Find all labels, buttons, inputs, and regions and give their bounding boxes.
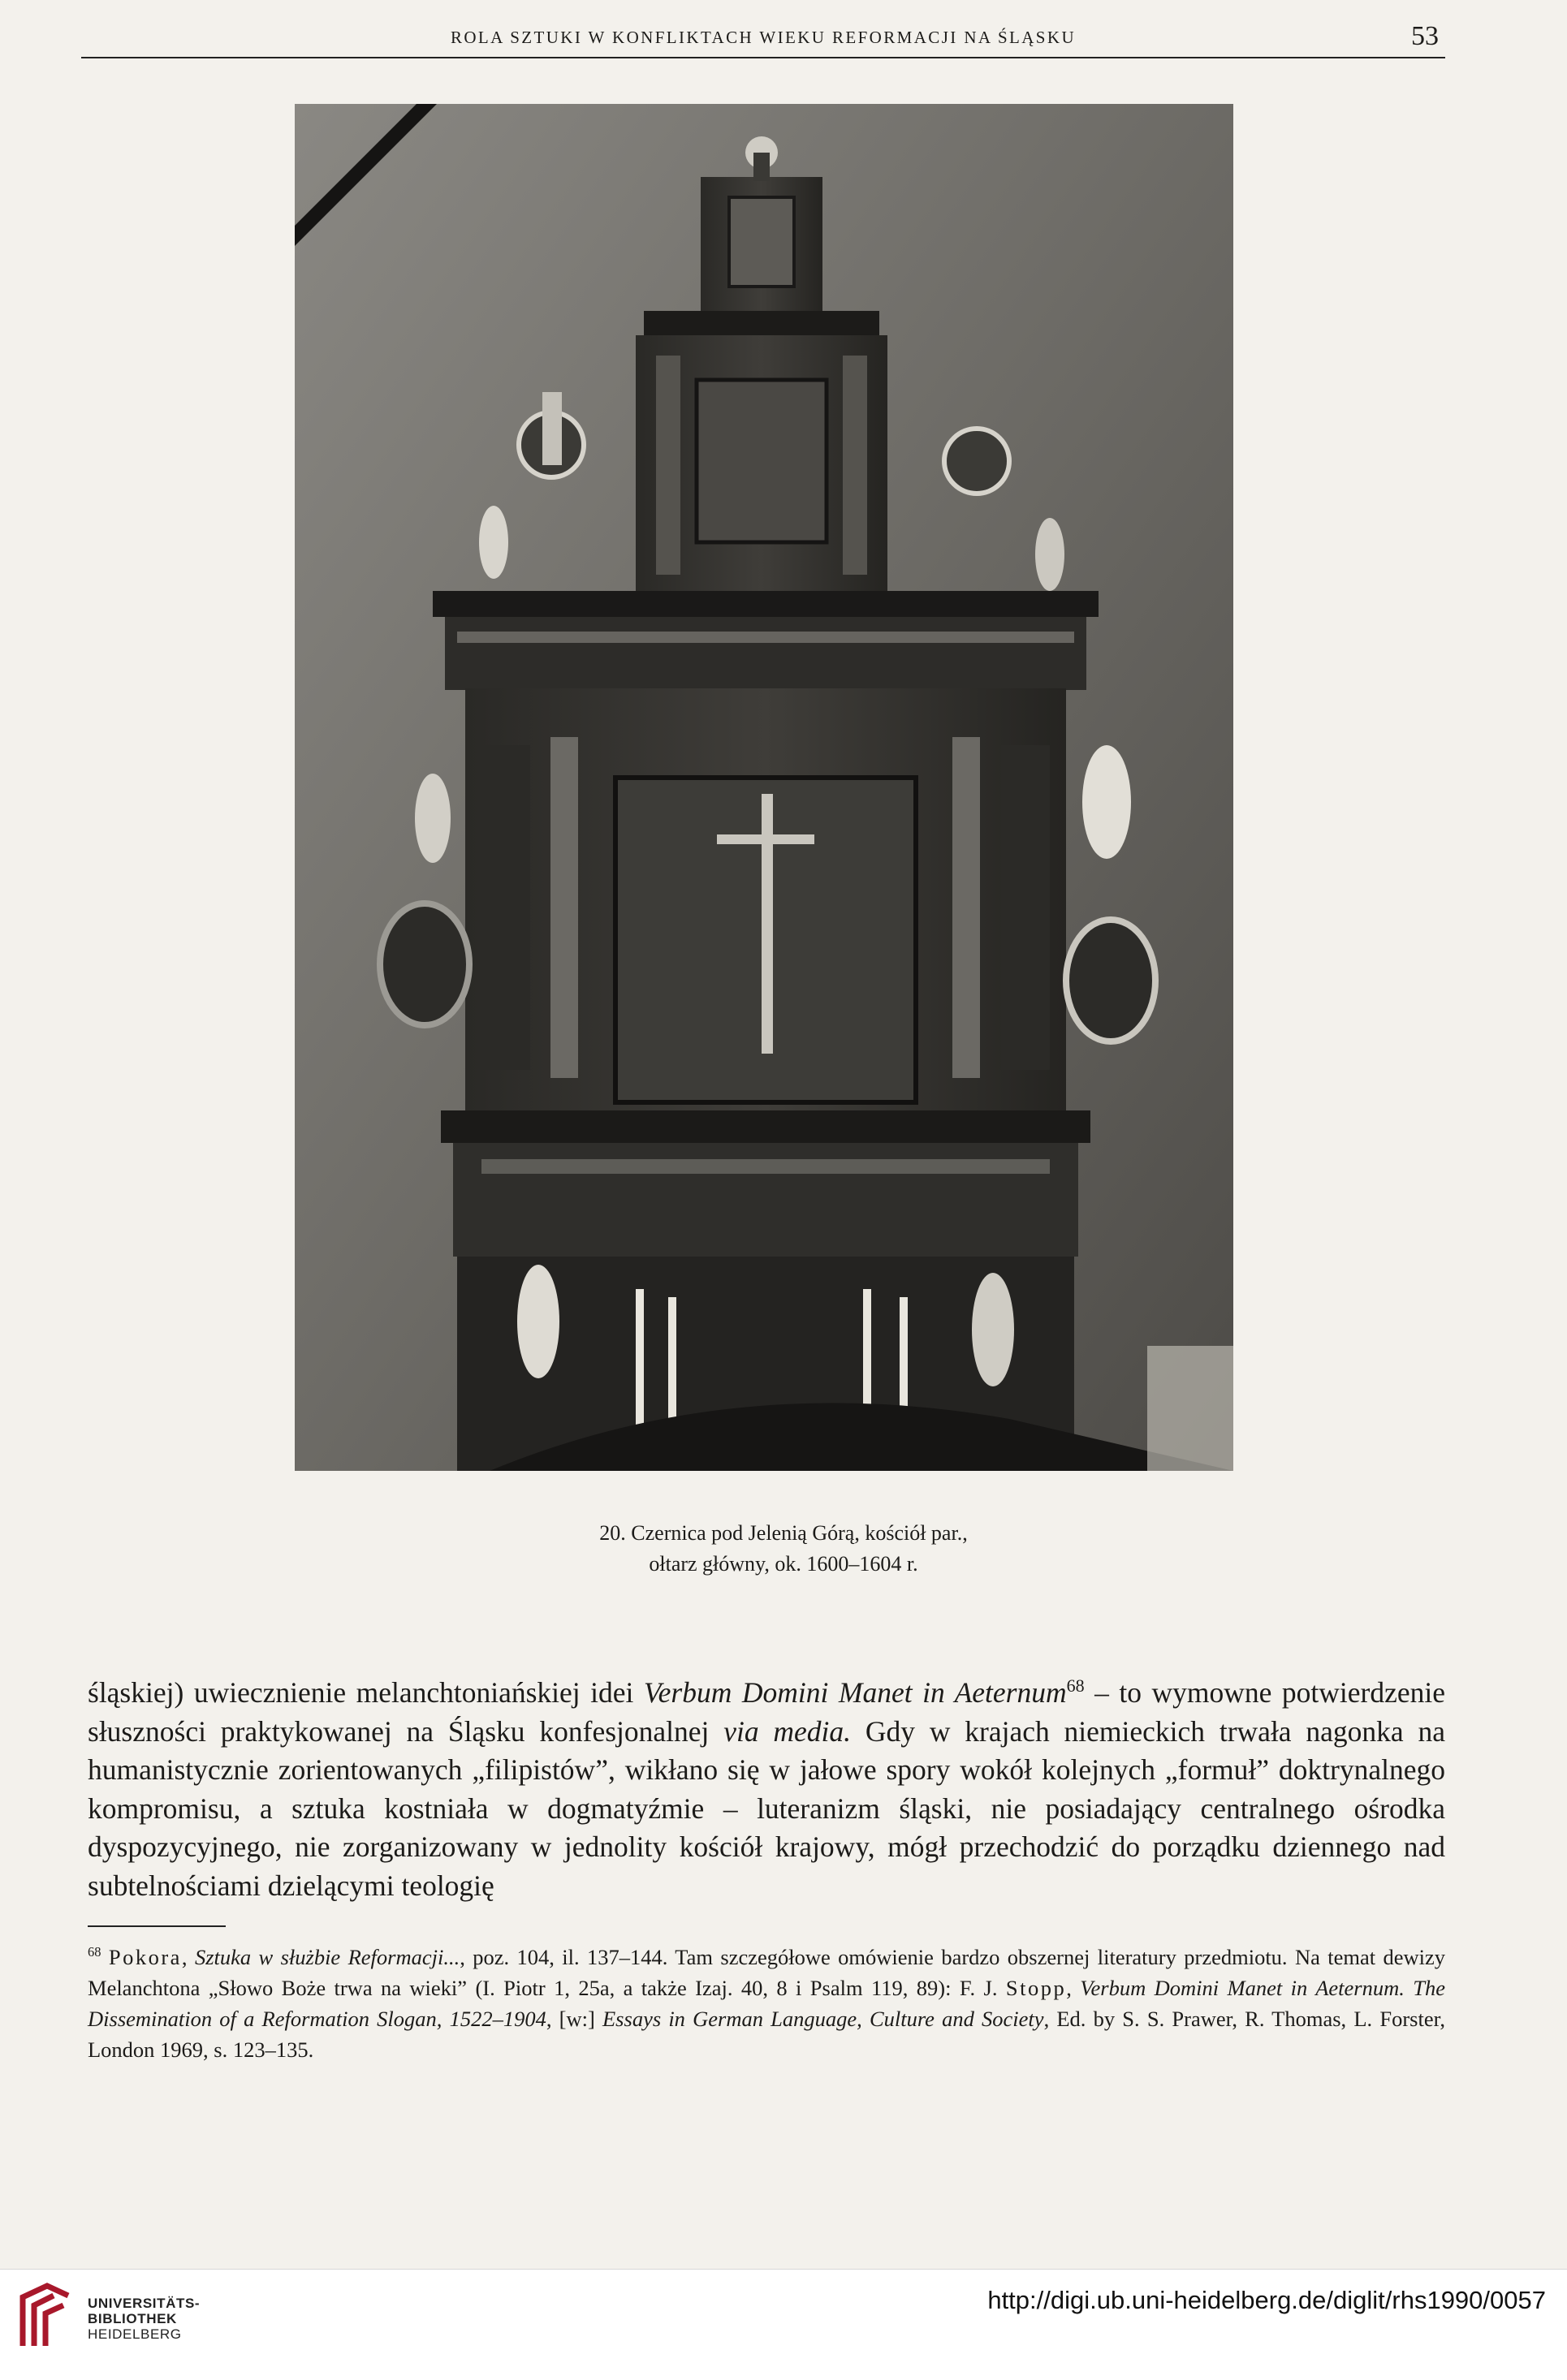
footnote-text: , Ed. by S. S. Prawer, R. Thomas, L. Forster, London 1969, s. 123–135.	[88, 2007, 1445, 2062]
body-italic-term: via media.	[723, 1714, 852, 1748]
footnote-text: , poz. 104, il. 137–144. Tam szczegółowe omówienie bardzo obszernej literatury przedmiotu. Na temat dewizy Melanchtona „Słowo Boże trwa na wieki” (I. Piotr 1, 25a, a także Izaj. 40, 8 i Psalm 119, 89): F. J.	[88, 1945, 1446, 2000]
body-text-run: – to wymowne potwierdzenie słuszności praktykowanej na Śląsku konfesjonalnej	[88, 1676, 1445, 1748]
library-line-2: BIBLIOTHEK	[88, 2311, 177, 2326]
caption-line-1: 20. Czernica pod Jelenią Górą, kościół par.,	[599, 1521, 968, 1545]
footnote-title: Essays in German Language, Culture and Society	[602, 2007, 1044, 2031]
footnote-rule	[88, 1925, 226, 1927]
body-text-run: Gdy w krajach niemieckich trwała nagonka na humanistycznie zorientowanych „filipistów”, wikłano się w jałowe spory wokół kolejnych „formuł” doktrynalnego kompromisu, a sztuka kostniała w dogmatyźmie – luteranizm śląski, nie posiadający centralnego ośrodka dyspozycyjnego, nie zorganizowany w jednolity kościół krajowy, mógł przechodzić do porządku dziennego nad subtelnościami dzielącymi teologię	[88, 1714, 1445, 1902]
running-head	[81, 23, 1445, 63]
running-title: ROLA SZTUKI W KONFLIKTACH WIEKU REFORMACJI NA ŚLĄSKU	[450, 28, 1077, 47]
footnote-title: Verbum Domini Manet in Aeternum. The Dissemination of a Reformation Slogan, 1522–1904	[88, 1976, 1446, 2031]
footnote-ref: 68	[1066, 1675, 1085, 1697]
footnote-title: Sztuka w służbie Reformacji...	[194, 1945, 460, 1969]
digitization-footer	[0, 2269, 1567, 2380]
source-url-link[interactable]: http://digi.ub.uni-heidelberg.de/diglit/rhs1990/0057	[987, 2286, 1546, 2314]
figure-caption	[325, 1518, 1242, 1580]
library-line-1: UNIVERSITÄTS-	[88, 2296, 201, 2311]
footnote-text: , [w:]	[546, 2007, 602, 2031]
altar-photo-drawing	[295, 104, 1233, 1471]
caption-line-2: ołtarz główny, ok. 1600–1604 r.	[649, 1552, 918, 1576]
page-number: 53	[1411, 21, 1439, 51]
header-rule	[81, 57, 1445, 58]
altar-photograph	[295, 104, 1233, 1471]
footnote-text: ,	[1066, 1976, 1081, 2000]
library-logo-icon	[15, 2281, 76, 2351]
footnote-author: Pokora	[108, 1945, 182, 1969]
body-italic-motto: Verbum Domini Manet in Aeternum	[643, 1676, 1067, 1709]
footnote-68	[88, 1942, 1445, 2065]
body-paragraph	[88, 1674, 1445, 1905]
library-line-3: HEIDELBERG	[88, 2326, 182, 2342]
body-text-run: śląskiej) uwiecznienie melanchtoniańskiej idei	[88, 1676, 644, 1709]
footnote-author: Stopp	[1005, 1976, 1067, 2000]
footnote-number: 68	[88, 1944, 101, 1960]
library-name	[88, 2296, 200, 2342]
footnote-text: ,	[181, 1945, 195, 1969]
